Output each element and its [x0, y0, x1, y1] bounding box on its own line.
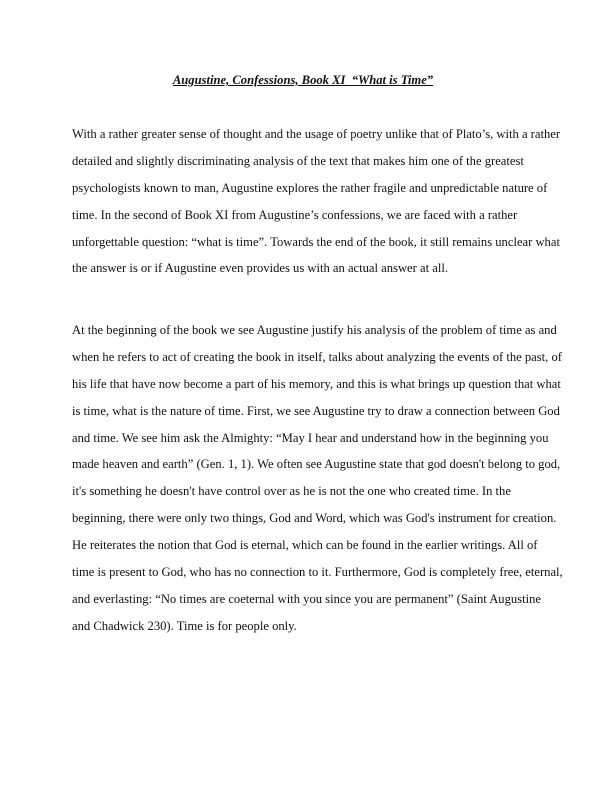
text-line: his life that have now become a part of his memory, and this is what brings up question that what — [72, 376, 561, 391]
text-line: when he refers to act of creating the book in itself, talks about analyzing the events of the past, of — [72, 349, 562, 364]
text-line: unforgettable question: “what is time”. Towards the end of the book, it still remains unclear what — [72, 234, 560, 249]
text-line: psychologists known to man, Augustine explores the rather fragile and unpredictable nature of — [72, 180, 548, 195]
text-line: time. In the second of Book XI from Augustine’s confessions, we are faced with a rather — [72, 207, 518, 222]
text-line: With a rather greater sense of thought and the usage of poetry unlike that of Plato’s, with a rather — [72, 127, 561, 141]
paragraph-1 — [72, 121, 562, 282]
text-line: beginning, there were only two things, God and Word, which was God's instrument for creation. — [72, 511, 557, 526]
document-title: Augustine, Confessions, Book XI “What is Time” — [172, 73, 434, 87]
text-line: and time. We see him ask the Almighty: “May I hear and understand how in the beginning you — [72, 430, 549, 445]
text-line: and Chadwick 230). Time is for people only. — [72, 618, 297, 633]
text-line: At the beginning of the book we see Augustine justify his analysis of the problem of time as and — [72, 323, 557, 337]
text-line: made heaven and earth” (Gen. 1, 1). We often see Augustine state that god doesn't belong to god, — [72, 457, 561, 472]
paragraph-2 — [72, 317, 562, 640]
text-line: detailed and slightly discriminating analysis of the text that makes him one of the greatest — [72, 153, 524, 168]
text-line: time is present to God, who has no connection to it. Furthermore, God is completely free, eternal, — [72, 565, 563, 580]
text-line: and everlasting: “No times are coeternal with you since you are permanent” (Saint Augustine — [72, 591, 541, 606]
text-line: is time, what is the nature of time. First, we see Augustine try to draw a connection between God — [72, 403, 560, 418]
text-line: He reiterates the notion that God is eternal, which can be found in the earlier writings. All of — [72, 538, 538, 553]
text-line: the answer is or if Augustine even provides us with an actual answer at all. — [72, 261, 448, 276]
text-line: it's something he doesn't have control over as he is not the one who created time. In the — [72, 484, 511, 499]
